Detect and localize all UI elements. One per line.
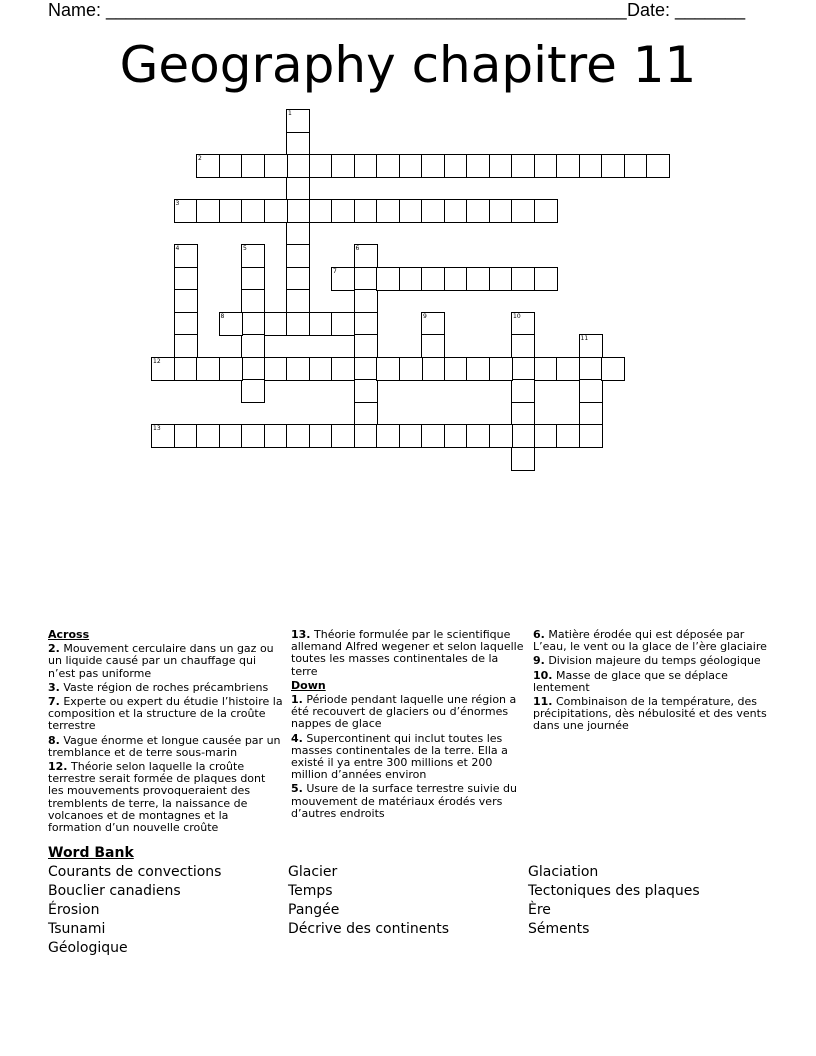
clue-number: 8. (48, 733, 60, 747)
clue-number: 6 (355, 245, 360, 252)
crossword-cell[interactable] (241, 154, 265, 178)
word-bank-item: Tectoniques des plaques (528, 883, 700, 899)
crossword-cell[interactable] (286, 109, 310, 133)
crossword-cell[interactable] (534, 424, 558, 448)
crossword-cell[interactable] (241, 334, 265, 358)
across-heading: Across (48, 628, 90, 641)
crossword-cell[interactable] (331, 154, 355, 178)
crossword-cell[interactable] (309, 424, 333, 448)
word-bank-item: Courants de convections (48, 864, 222, 880)
crossword-cell[interactable] (286, 289, 310, 313)
crossword-cell[interactable] (174, 244, 198, 268)
word-bank-item: Glacier (288, 864, 338, 880)
crossword-cell[interactable] (309, 312, 333, 336)
crossword-cell[interactable] (601, 357, 625, 381)
crossword-cell[interactable] (489, 357, 513, 381)
crossword-cell[interactable] (511, 402, 535, 426)
clue-number: 5. (291, 782, 303, 796)
crossword-cell[interactable] (354, 334, 378, 358)
crossword-cell[interactable] (286, 199, 310, 223)
clue-number: 3. (48, 680, 60, 694)
crossword-cell[interactable] (624, 154, 648, 178)
crossword-cell[interactable] (286, 177, 310, 201)
crossword-cell[interactable] (151, 424, 175, 448)
crossword-cell[interactable] (241, 424, 265, 448)
crossword-cell[interactable] (444, 154, 468, 178)
crossword-cell[interactable] (354, 289, 378, 313)
clue-item (291, 694, 527, 731)
crossword-cell[interactable] (286, 154, 310, 178)
clue-number: 5 (243, 245, 247, 252)
clue-number: 4. (291, 731, 303, 745)
clue-text: Experte ou expert du étudie l’histoire la composition et la structure de la croûte terrestre (48, 695, 283, 733)
crossword-cell[interactable] (241, 379, 265, 403)
clue-text: Mouvement cerculaire dans un gaz ou un liquide causé par un chauffage qui n’est pas uniforme (48, 642, 274, 680)
crossword-cell[interactable] (286, 267, 310, 291)
crossword-cell[interactable] (556, 357, 580, 381)
crossword-cell[interactable] (219, 357, 243, 381)
clue-item (48, 682, 284, 694)
crossword-cell[interactable] (534, 154, 558, 178)
crossword-cell[interactable] (331, 357, 355, 381)
word-bank-item: Ère (528, 902, 551, 918)
clues-column-2 (291, 629, 527, 822)
page-title: Geography chapitre 11 (119, 36, 697, 94)
crossword-cell[interactable] (579, 357, 603, 381)
crossword-cell[interactable] (241, 289, 265, 313)
clue-text: Vague énorme et longue causée par un tremblance et de terre sous-marin (48, 733, 281, 759)
name-field-label: Name: ____________________________________________________ (48, 0, 627, 20)
clue-item (48, 696, 284, 733)
clue-text: Masse de glace que se déplace lentement (533, 668, 728, 694)
crossword-cell[interactable] (399, 154, 423, 178)
crossword-cell[interactable] (309, 154, 333, 178)
clue-number: 12. (48, 760, 68, 774)
word-bank-title: Word Bank (48, 845, 134, 861)
crossword-cell[interactable] (174, 334, 198, 358)
crossword-cell[interactable] (354, 267, 378, 291)
crossword-cell[interactable] (399, 199, 423, 223)
clue-number: 13. (291, 628, 311, 641)
crossword-cell[interactable] (646, 154, 670, 178)
date-field-label: Date: _______ (627, 0, 746, 20)
clue-number: 7. (48, 695, 60, 709)
crossword-cell[interactable] (264, 199, 288, 223)
word-bank-column-2 (288, 863, 449, 939)
crossword-cell[interactable] (376, 154, 400, 178)
clue-number: 7 (333, 267, 337, 275)
clue-number: 8 (220, 312, 225, 320)
crossword-cell[interactable] (444, 267, 468, 291)
clue-item (291, 783, 527, 820)
crossword-cell[interactable] (511, 357, 535, 381)
clue-number: 6. (533, 628, 545, 641)
crossword-cell[interactable] (174, 312, 198, 336)
crossword-cell[interactable] (579, 379, 603, 403)
crossword-cell[interactable] (511, 312, 535, 336)
crossword-cell[interactable] (601, 154, 625, 178)
crossword-cell[interactable] (151, 357, 175, 381)
crossword-cell[interactable] (196, 357, 220, 381)
clue-number: 1 (288, 110, 292, 117)
clue-number: 3 (175, 200, 180, 207)
crossword-cell[interactable] (511, 334, 535, 358)
clue-number: 13 (153, 425, 161, 432)
crossword-cell[interactable] (174, 289, 198, 313)
clue-number: 2. (48, 642, 60, 656)
crossword-cell[interactable] (309, 357, 333, 381)
crossword-cell[interactable] (556, 424, 580, 448)
crossword-cell[interactable] (354, 199, 378, 223)
crossword-cell[interactable] (421, 334, 445, 358)
crossword-cell[interactable] (579, 424, 603, 448)
clue-item (533, 696, 769, 733)
crossword-cell[interactable] (286, 357, 310, 381)
clue-number: 9. (533, 654, 545, 668)
crossword-cell[interactable] (286, 424, 310, 448)
crossword-cell[interactable] (219, 424, 243, 448)
crossword-cell[interactable] (354, 154, 378, 178)
clue-text: Période pendant laquelle une région a été recouvert de glaciers ou d’énormes nappes de glace (291, 693, 517, 731)
word-bank-item: Décrive des continents (288, 921, 449, 937)
crossword-cell[interactable] (579, 402, 603, 426)
crossword-cell[interactable] (579, 334, 603, 358)
clue-number: 11. (533, 695, 553, 709)
crossword-cell[interactable] (219, 154, 243, 178)
crossword-cell[interactable] (376, 199, 400, 223)
word-bank-item: Glaciation (528, 864, 599, 880)
crossword-cell[interactable] (489, 424, 513, 448)
clue-text: Théorie formulée par le scientifique allemand Alfred wegener et selon laquelle toutes les masses continentales de la terre (291, 628, 524, 678)
word-bank-item: Temps (288, 883, 333, 899)
crossword-cell[interactable] (376, 424, 400, 448)
crossword-cell[interactable] (421, 199, 445, 223)
clues-column-1 (48, 629, 284, 836)
crossword-cell[interactable] (556, 154, 580, 178)
clue-item (48, 735, 284, 759)
crossword-cell[interactable] (331, 312, 355, 336)
clues-column-3 (533, 629, 769, 735)
crossword-cell[interactable] (286, 222, 310, 246)
crossword-cell[interactable] (354, 379, 378, 403)
crossword-cell[interactable] (264, 312, 288, 336)
crossword-cell[interactable] (196, 199, 220, 223)
word-bank-column-1 (48, 863, 221, 958)
clue-number: 4 (175, 245, 180, 252)
crossword-cell[interactable] (264, 357, 288, 381)
clue-number: 9 (423, 312, 427, 320)
word-bank-item: Tsunami (48, 921, 106, 937)
clue-text: Supercontinent qui inclut toutes les masses continentales de la terre. Ella a existé il ya entre 300 millions et 200 million d’années environ (291, 731, 508, 782)
clue-number: 1. (291, 693, 303, 707)
crossword-cell[interactable] (174, 357, 198, 381)
clue-number: 2 (198, 155, 202, 162)
crossword-cell[interactable] (286, 132, 310, 156)
word-bank-item: Séments (528, 921, 590, 937)
crossword-cell[interactable] (219, 199, 243, 223)
crossword-cell[interactable] (354, 424, 378, 448)
crossword-cell[interactable] (331, 267, 355, 291)
crossword-cell[interactable] (511, 447, 535, 471)
crossword-cell[interactable] (489, 154, 513, 178)
clue-text: Usure de la surface terrestre suivie du mouvement de matériaux érodés vers d’autres endroits (291, 782, 517, 820)
crossword-cell[interactable] (421, 267, 445, 291)
clue-item (533, 655, 769, 667)
crossword-cell[interactable] (421, 312, 445, 336)
crossword-cell[interactable] (421, 154, 445, 178)
clue-item (48, 643, 284, 680)
clue-item (533, 670, 769, 694)
crossword-cell[interactable] (511, 199, 535, 223)
crossword-cell[interactable] (421, 424, 445, 448)
crossword-cell[interactable] (331, 199, 355, 223)
crossword-cell[interactable] (241, 312, 265, 336)
crossword-cell[interactable] (354, 357, 378, 381)
crossword-cell[interactable] (354, 402, 378, 426)
crossword-cell[interactable] (399, 267, 423, 291)
crossword-cell[interactable] (399, 357, 423, 381)
crossword-cell[interactable] (331, 424, 355, 448)
crossword-cell[interactable] (489, 267, 513, 291)
clue-item (533, 629, 769, 653)
clue-number: 10. (533, 668, 553, 682)
crossword-cell[interactable] (264, 424, 288, 448)
word-bank-item: Bouclier canadiens (48, 883, 181, 899)
crossword-cell[interactable] (196, 154, 220, 178)
crossword-cell[interactable] (399, 424, 423, 448)
word-bank-column-3 (528, 863, 700, 939)
crossword-cell[interactable] (466, 267, 490, 291)
crossword-cell[interactable] (309, 199, 333, 223)
clue-item (291, 733, 527, 782)
crossword-cell[interactable] (241, 244, 265, 268)
crossword-cell[interactable] (444, 424, 468, 448)
crossword-cell[interactable] (579, 154, 603, 178)
crossword-cell[interactable] (466, 199, 490, 223)
crossword-cell[interactable] (421, 357, 445, 381)
crossword-cell[interactable] (196, 424, 220, 448)
clue-item (291, 629, 527, 678)
crossword-cell[interactable] (219, 312, 243, 336)
clue-text: Vaste région de roches précambriens (59, 680, 269, 694)
crossword-cell[interactable] (286, 244, 310, 268)
crossword-cell[interactable] (511, 379, 535, 403)
crossword-cell[interactable] (241, 199, 265, 223)
word-bank-item: Géologique (48, 940, 128, 956)
crossword-cell[interactable] (286, 312, 310, 336)
clue-number: 12 (153, 357, 161, 365)
clue-item (48, 761, 284, 834)
down-heading: Down (291, 678, 326, 692)
crossword-cell[interactable] (241, 357, 265, 381)
crossword-cell[interactable] (511, 424, 535, 448)
crossword-cell[interactable] (354, 312, 378, 336)
crossword-cell[interactable] (466, 424, 490, 448)
clue-text: Division majeure du temps géologique (544, 654, 761, 668)
crossword-cell[interactable] (534, 357, 558, 381)
crossword-cell[interactable] (241, 267, 265, 291)
clue-text: Matière érodée qui est déposée par L’eau, le vent ou la glace de l’ère glaciaire (533, 628, 767, 654)
crossword-cell[interactable] (511, 154, 535, 178)
crossword-cell[interactable] (354, 244, 378, 268)
crossword-grid (0, 0, 816, 480)
crossword-cell[interactable] (376, 357, 400, 381)
crossword-cell[interactable] (466, 154, 490, 178)
crossword-cell[interactable] (534, 267, 558, 291)
word-bank-item: Érosion (48, 902, 100, 918)
word-bank-item: Pangée (288, 902, 340, 918)
crossword-cell[interactable] (534, 199, 558, 223)
crossword-cell[interactable] (444, 357, 468, 381)
crossword-cell[interactable] (174, 199, 198, 223)
crossword-cell[interactable] (264, 154, 288, 178)
crossword-cell[interactable] (174, 424, 198, 448)
clue-number: 10 (513, 312, 521, 320)
crossword-cell[interactable] (376, 267, 400, 291)
clue-number: 11 (580, 335, 589, 342)
crossword-cell[interactable] (489, 199, 513, 223)
crossword-cell[interactable] (444, 199, 468, 223)
clue-text: Combinaison de la température, des précipitations, dès nébulosité et des vents dans une journée (533, 695, 767, 733)
clue-text: Théorie selon laquelle la croûte terrestre serait formée de plaques dont les mouvements provoqueraient des tremblents de terre, la naissance de volcanoes et de montagnes et la formation d’un nouvelle croûte (48, 760, 266, 835)
crossword-cell[interactable] (466, 357, 490, 381)
crossword-cell[interactable] (511, 267, 535, 291)
crossword-cell[interactable] (174, 267, 198, 291)
